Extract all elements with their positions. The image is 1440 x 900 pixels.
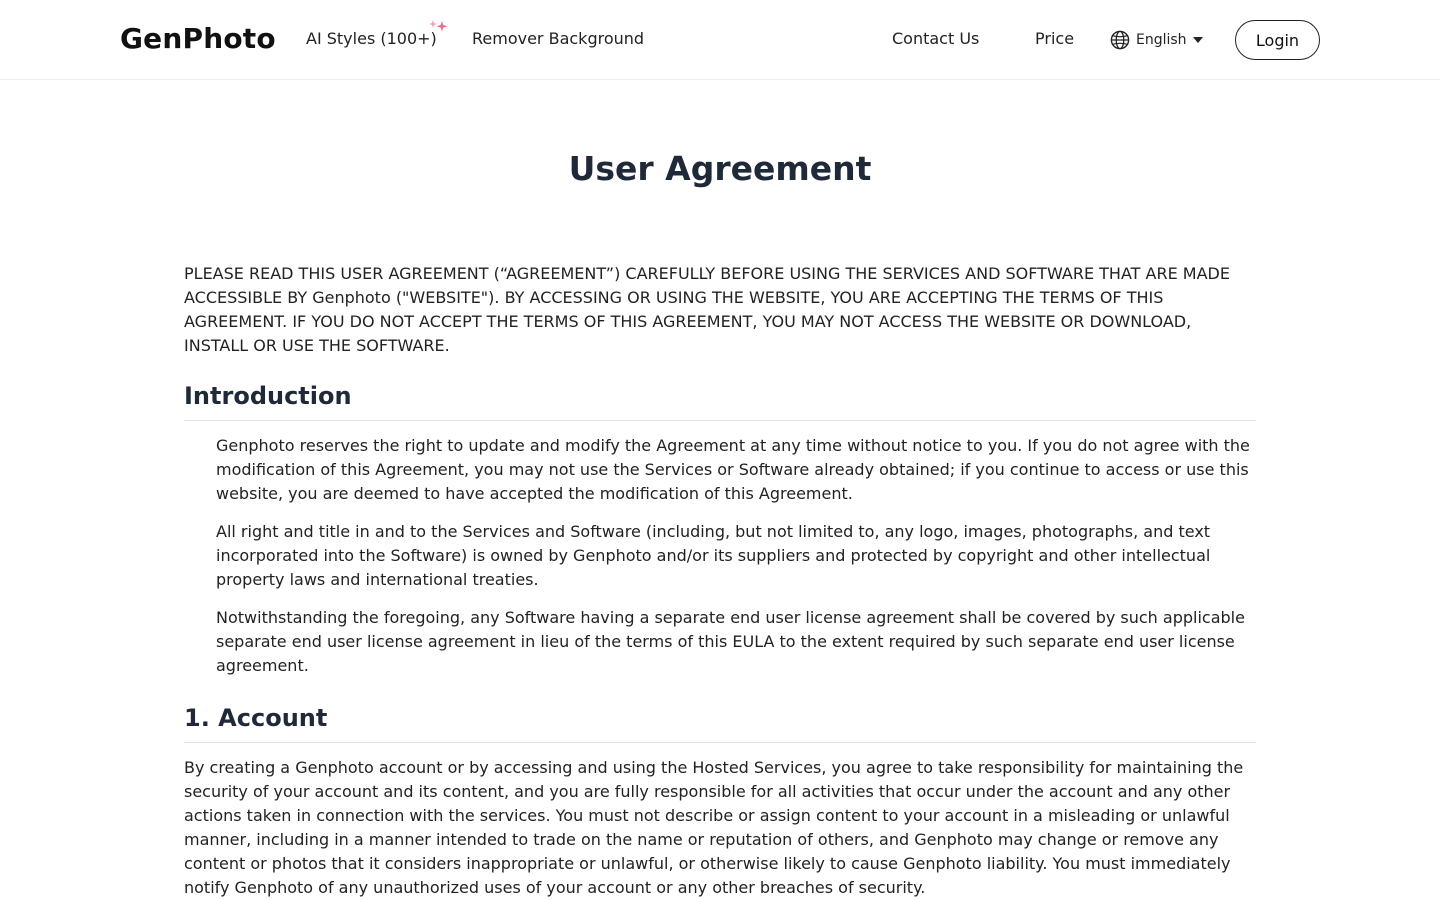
page-title: User Agreement <box>568 149 872 188</box>
globe-icon <box>1110 30 1130 50</box>
intro-paragraph: PLEASE READ THIS USER AGREEMENT (“AGREEMENT”) CAREFULLY BEFORE USING THE SERVICES AND SOFTWARE THAT ARE MADE ACCESSIBLE BY Genphoto ("WEBSITE"). BY ACCESSING OR USING THE WEBSITE, YOU ARE ACCEPTING THE TERMS OF THIS AGREEMENT. IF YOU DO NOT ACCEPT THE TERMS OF THIS AGREEMENT, YOU MAY NOT ACCESS THE WEBSITE OR DOWNLOAD, INSTALL OR USE THE SOFTWARE. <box>184 264 1230 355</box>
section-heading-introduction: Introduction <box>184 380 1256 421</box>
caret-down-icon <box>1193 37 1203 43</box>
nav-remover-background[interactable]: Remover Background <box>472 29 645 48</box>
introduction-paragraph: Genphoto reserves the right to update and modify the Agreement at any time without notice to you. If you do not agree with the modification of this Agreement, you may not use the Services or Software already obtained; if you continue to access or use this website, you are deemed to have accepted the modification of this Agreement. <box>216 436 1250 503</box>
introduction-paragraph: Notwithstanding the foregoing, any Software having a separate end user license agreement shall be covered by such applicable separate end user license agreement in lieu of the terms of this EULA to the extent required by such separate end user license agreement. <box>216 608 1245 675</box>
introduction-body <box>184 434 1256 678</box>
site-logo[interactable]: GenPhoto <box>120 22 276 55</box>
nav-price[interactable]: Price <box>1035 29 1075 48</box>
introduction-paragraph: All right and title in and to the Services and Software (including, but not limited to, any logo, images, photographs, and text incorporated into the Software) is owned by Genphoto and/or its suppliers and protected by copyright and other intellectual property laws and international treaties. <box>216 522 1211 589</box>
language-label: English <box>1136 32 1187 48</box>
nav-contact-us[interactable]: Contact Us <box>892 29 980 48</box>
sparkle-icon <box>428 18 450 34</box>
nav-ai-styles[interactable]: AI Styles (100+) <box>306 29 437 48</box>
agreement-content <box>184 262 1256 900</box>
section-heading-account: 1. Account <box>184 702 1256 743</box>
login-button[interactable]: Login <box>1235 20 1320 60</box>
account-paragraph: By creating a Genphoto account or by accessing and using the Hosted Services, you agree to take responsibility for maintaining the security of your account and its content, and you are fully responsible for all activities that occur under the account and any other actions taken in connection with the services. You must not describe or assign content to your account in a misleading or unlawful manner, including in a manner intended to trade on the name or reputation of others, and Genphoto may change or remove any content or photos that it considers inappropriate or unlawful, or otherwise likely to cause Genphoto liability. You must immediately notify Genphoto of any unauthorized uses of your account or any other breaches of security. <box>184 758 1244 897</box>
language-selector[interactable] <box>1110 29 1203 51</box>
site-header <box>0 0 1440 80</box>
